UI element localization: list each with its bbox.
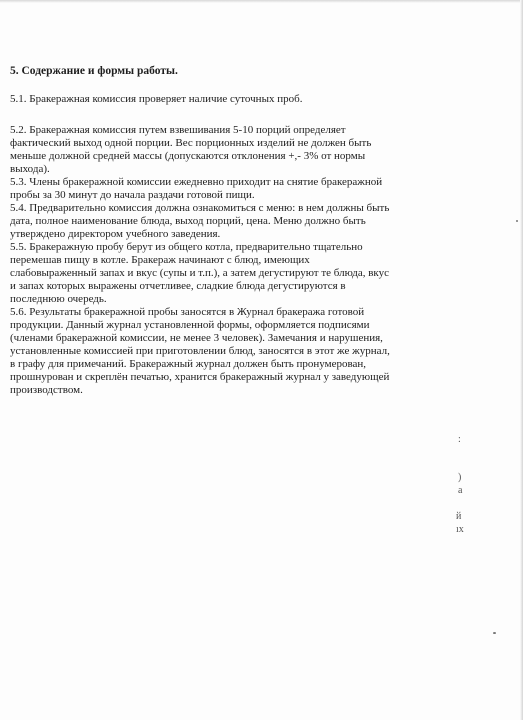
bleed-through-fragment: й [456, 511, 462, 522]
paragraph-5-1: 5.1. Бракеражная комиссия проверяет наличие суточных проб. [10, 93, 303, 105]
bleed-through-fragment: ıх [456, 524, 464, 535]
scan-speck [516, 220, 518, 222]
scan-speck [493, 632, 496, 634]
bleed-through-fragment: а [458, 485, 463, 496]
bleed-through-fragment: ) [458, 472, 462, 483]
section-heading: 5. Содержание и формы работы. [10, 65, 178, 77]
scan-shadow-top [0, 0, 523, 3]
bleed-through-fragment: : [458, 434, 461, 445]
paragraphs-5-2-to-5-6: 5.2. Бракеражная комиссия путем взвешивания 5-10 порций определяет фактический выход одной порции. Вес порционных изделий не должен быть меньше должной средней массы (допускаются отклонения +,- 3% от нормы выхода). 5.3. Члены бракеражной комиссии ежедневно приходит на снятие бракеражной пробы за 30 минут до начала раздачи готовой пищи. 5.4. Предварительно комиссия должна ознакомиться с меню: в нем должны быть дата, полное наименование блюда, выход порций, цена. Меню должно быть утверждено директором учебного заведения. 5.5. Бракеражную пробу берут из общего котла, предварительно тщательно перемешав пищу в котле. Бракераж начинают с блюд, имеющих слабовыраженный запах и вкус (супы и т.п.), а затем дегустируют те блюда, вкус и запах которых выражены отчетливее, сладкие блюда дегустируются в последнюю очередь. 5.6. Результаты бракеражной пробы заносятся в Журнал бракеража готовой продукции. Данный журнал установленной формы, оформляется подписями (членами бракеражной комиссии, не менее 3 человек). Замечания и нарушения, установленные комиссией при приготовлении блюд, заносятся в этот же журнал, в графу для примечаний. Бракеражный журнал должен быть пронумерован, прошнурован и скреплён печатью, хранится бракеражный журнал у заведующей производством. [10, 124, 390, 396]
